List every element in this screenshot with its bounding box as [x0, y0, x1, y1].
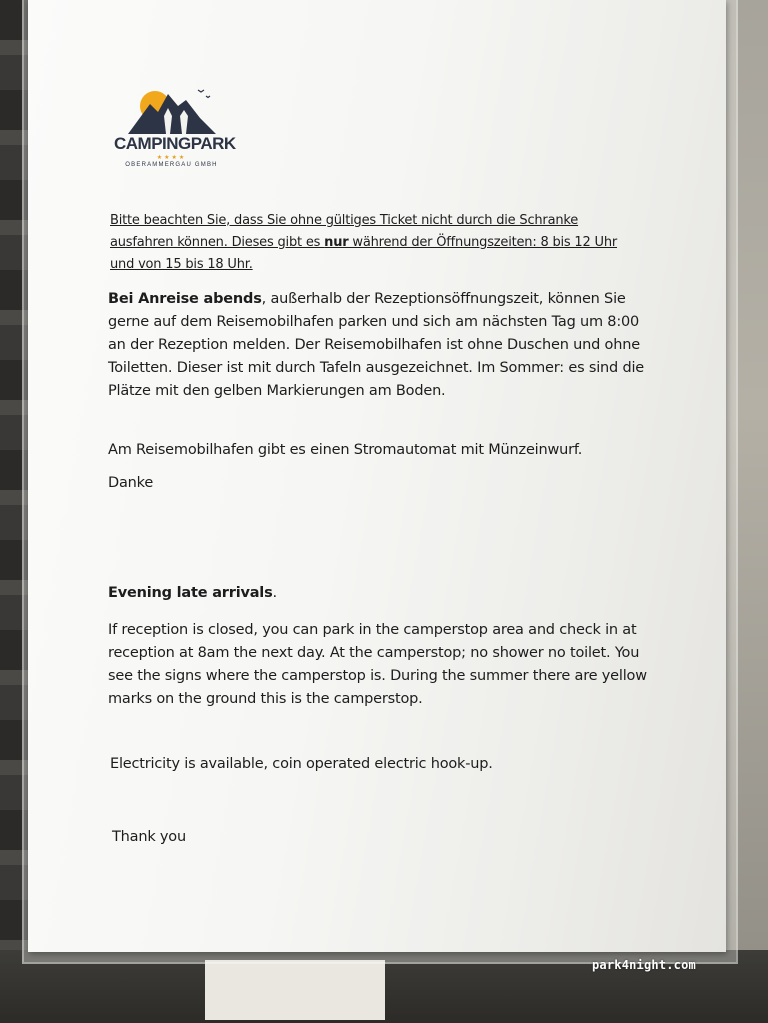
ticket-notice: [110, 210, 650, 276]
german-evening-paragraph: [108, 288, 648, 403]
mountain-sun-logo-icon: [128, 86, 216, 136]
german-thanks: Danke: [108, 475, 154, 491]
german-evening-heading: Bei Anreise abends: [108, 291, 262, 307]
logo-subtitle: OBERAMMERGAU GMBH: [125, 162, 218, 168]
german-electricity-text: Am Reisemobilhafen gibt es einen Stromautomat mit Münzeinwurf.: [108, 442, 583, 458]
english-electricity-text: Electricity is available, coin operated electric hook-up.: [110, 756, 493, 772]
german-evening-text: , außerhalb der Rezeptionsöffnungszeit, können Sie gerne auf dem Reisemobilhafen parken und sich am nächsten Tag um 8:00 an der Rezeption melden. Der Reisemobilhafen ist ohne Duschen und ohne Toiletten. Dieser ist mit durch Tafeln ausgezeichnet. Im Sommer: es sind die Plätze mit den gelben Markierungen am Boden.: [108, 291, 645, 399]
campingpark-logo: [114, 86, 236, 171]
english-thanks: Thank you: [112, 829, 186, 845]
english-evening-paragraph: If reception is closed, you can park in the camperstop area and check in at reception at 8am the next day. At the camperstop; no shower no toilet. You see the signs where the camperstop is. During the summer there are yellow marks on the ground this is the camperstop.: [108, 622, 647, 707]
notice-line-2: ausfahren können. Dieses gibt es nur während der Öffnungszeiten: 8 bis 12 Uhr: [110, 235, 618, 250]
notice-line-3: und von 15 bis 18 Uhr.: [110, 257, 253, 272]
notice-line-1: Bitte beachten Sie, dass Sie ohne gültiges Ticket nicht durch die Schranke: [110, 213, 579, 228]
logo-wordmark: CAMPINGPARK: [114, 134, 236, 153]
park4night-watermark: park4night.com: [592, 958, 696, 972]
logo-stars: ★★★★: [156, 154, 187, 161]
english-heading: Evening late arrivals.: [108, 585, 277, 601]
background-panel: [205, 960, 385, 1020]
